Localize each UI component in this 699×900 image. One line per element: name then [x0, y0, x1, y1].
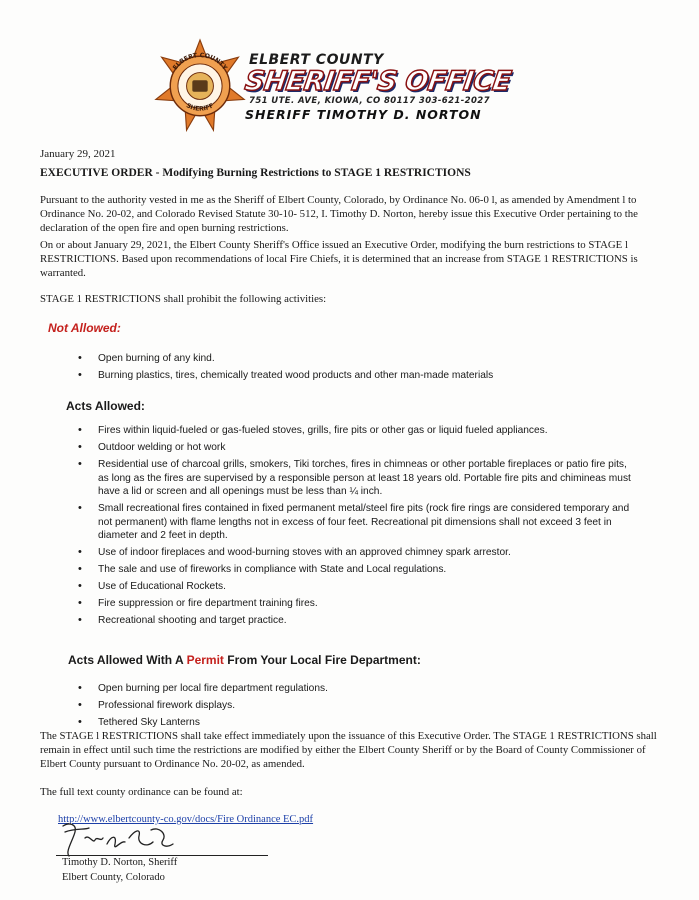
office-address: 751 UTE. AVE, KIOWA, CO 80117 303-621-2027 [249, 96, 490, 106]
paragraph-effective: The STAGE l RESTRICTIONS shall take effect immediately upon the issuance of this Executive Order. The STAGE 1 RESTRICTIONS shall remain in effect until such time the restrictions are modified by either the Elbert County Sheriff or by the Board of County Commissioner of Elbert County pursuant to Ordinance No. 20-02, as amended. [40, 730, 657, 770]
list-item: • Use of Educational Rockets. [78, 580, 638, 594]
badge-top-text: ELBERT COUNTY [171, 52, 229, 72]
signatory-name: Timothy D. Norton, Sheriff [62, 857, 178, 868]
signature-line [56, 855, 268, 856]
sheriff-star-badge-icon [152, 38, 248, 134]
not-allowed-list [78, 352, 638, 386]
not-allowed-heading: Not Allowed: [48, 321, 121, 335]
list-item: • The sale and use of fireworks in compliance with State and Local regulations. [78, 563, 638, 577]
paragraph-authority: Pursuant to the authority vested in me as the Sheriff of Elbert County, Colorado, by Ordinance No. 06-0 l, as amended by Amendment l to Ordinance No. 20-02, and Colorado Revised Statute 30-10- 512, I. Timothy D. Norton, hereby issue this Executive Order pertaining to the declaration of the open fire and open burning restrictions. [40, 194, 638, 234]
list-item: • Use of indoor fireplaces and wood-burning stoves with an approved chimney spark arrestor. [78, 546, 638, 560]
county-name: ELBERT COUNTY [249, 52, 384, 68]
list-item: • Professional firework displays. [78, 699, 638, 713]
list-item: • Fires within liquid-fueled or gas-fueled stoves, grills, fire pits or other gas or liquid fueled appliances. [78, 424, 638, 438]
acts-allowed-heading: Acts Allowed: [66, 399, 145, 413]
paragraph-prohibit-intro: STAGE 1 RESTRICTIONS shall prohibit the following activities: [40, 293, 327, 305]
sheriff-name: SHERIFF TIMOTHY D. NORTON [245, 107, 482, 122]
list-item: • Outdoor welding or hot work [78, 441, 638, 455]
list-item: • Fire suppression or fire department training fires. [78, 597, 638, 611]
badge-bottom-text: SHERIFF [184, 102, 216, 113]
signatory-county: Elbert County, Colorado [62, 872, 165, 883]
permit-heading [68, 653, 421, 667]
permit-list [78, 682, 638, 733]
list-item: • Burning plastics, tires, chemically treated wood products and other man-made materials [78, 369, 638, 383]
acts-allowed-list [78, 424, 638, 631]
ordinance-link[interactable]: http://www.elbertcounty-co.gov/docs/Fire Ordinance EC.pdf [58, 814, 314, 825]
list-item: • Recreational shooting and target practice. [78, 614, 638, 628]
list-item: • Tethered Sky Lanterns [78, 716, 638, 730]
letterhead [0, 0, 699, 140]
list-item: • Small recreational fires contained in fixed permanent metal/steel fire pits (rock fire rings are considered temporary and not permanent) with flame lengths not in excess of four feet. Recreational pit dimensions shall not exceed 3 feet in diameter and 2 feet in depth. [78, 502, 638, 543]
paragraph-background: On or about January 29, 2021, the Elbert County Sheriff's Office issued an Executive Order, modifying the burn restrictions to STAGE l RESTRICTIONS. Based upon recommendations of local Fire Chiefs, it is determined that an increase from STAGE 1 RESTRICTIONS is warranted. [40, 239, 638, 279]
office-name: SHERIFF'S OFFICE [242, 66, 513, 97]
permit-heading-after: From Your Local Fire Department: [223, 653, 421, 667]
document-date: January 29, 2021 [40, 148, 116, 160]
document-title: EXECUTIVE ORDER - Modifying Burning Restrictions to STAGE 1 RESTRICTIONS [40, 167, 471, 179]
permit-heading-before: Acts Allowed With A [68, 653, 187, 667]
list-item: • Open burning per local fire department regulations. [78, 682, 638, 696]
list-item: • Open burning of any kind. [78, 352, 638, 366]
paragraph-ordinance-intro: The full text county ordinance can be found at: [40, 786, 243, 798]
list-item: • Residential use of charcoal grills, smokers, Tiki torches, fires in chimneas or other portable fireplaces or patio fire pits, as long as the fires are supervised by a responsible person at least 18 years old. Portable fire pits and chimineas must have a lid or screen and all openings must be less than ¼ inch. [78, 458, 638, 499]
permit-word: Permit [186, 653, 224, 667]
